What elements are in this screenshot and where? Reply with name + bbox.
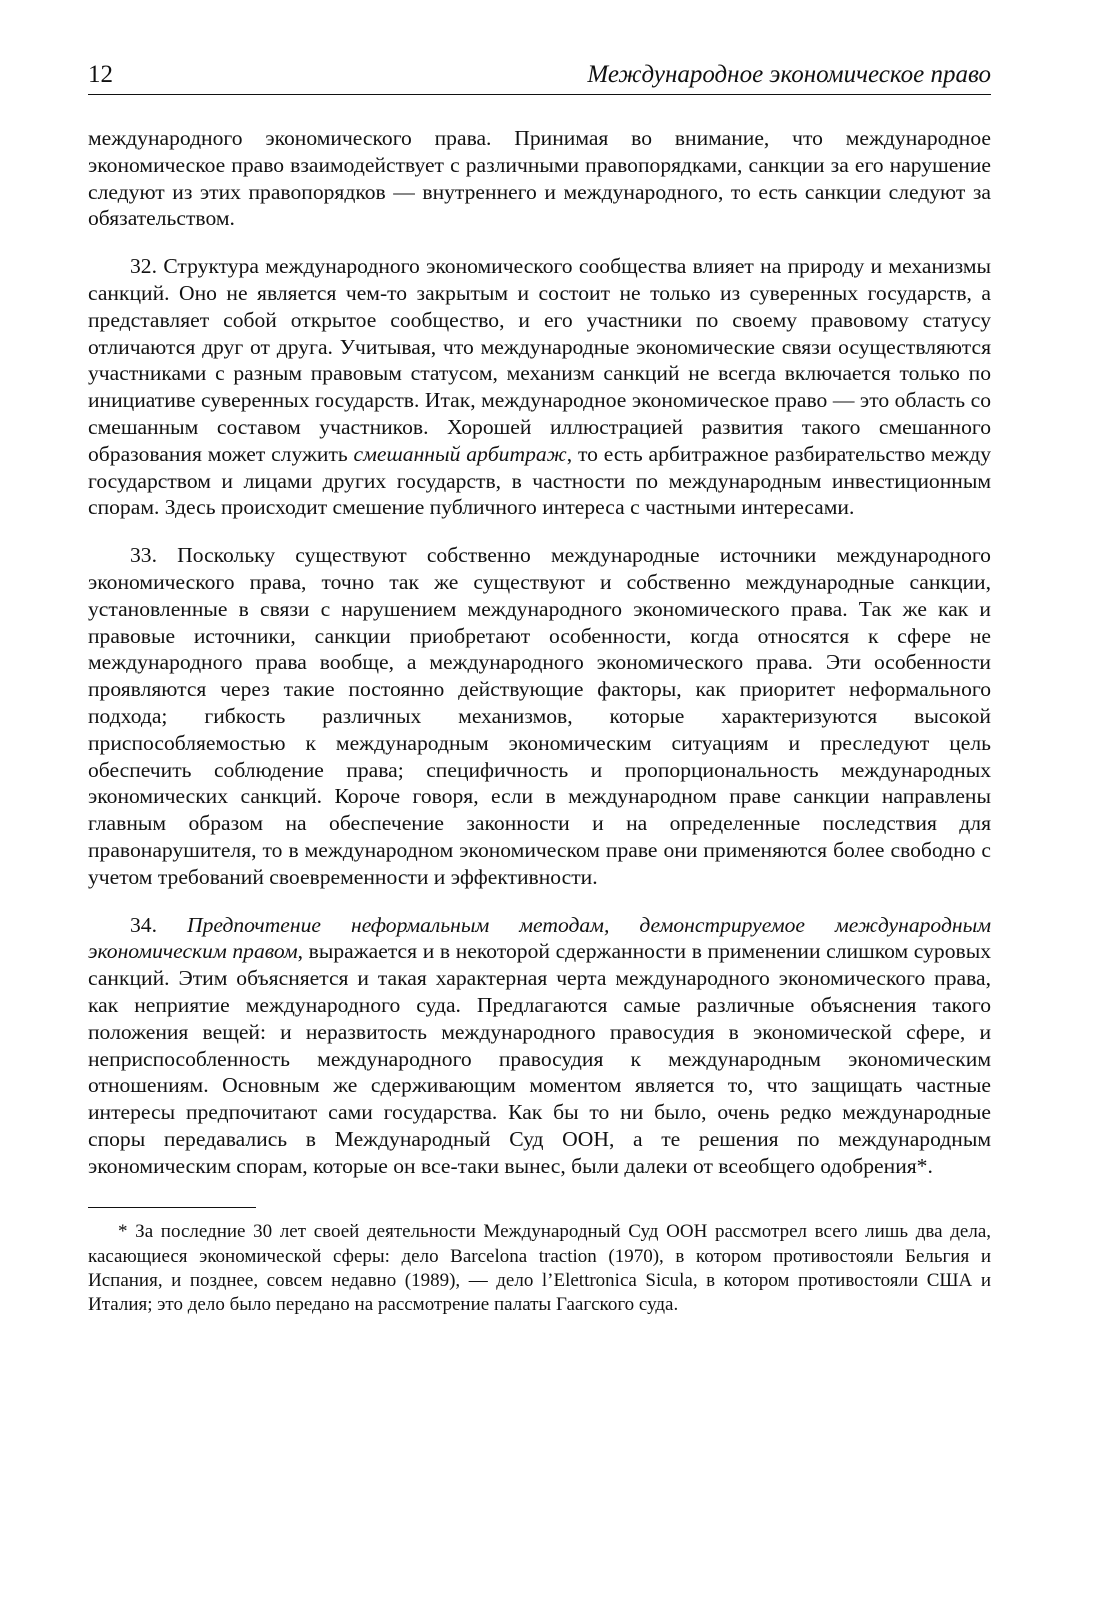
paragraph-continued: международного экономического права. Принимая во внимание, что международное экономическое право взаимодействует с различными правопорядками, санкции за его нарушение следуют из этих правопорядков — внутреннего и международного, то есть санкции следуют за обязательством. — [88, 126, 991, 231]
paragraph-text: Поскольку существуют собственно международные источники международного экономического права, точно так же существуют и собственно международные санкции, установленные в связи с нарушением международного экономического права. Так же как и правовые источники, санкции приобретают особенности, когда относятся к сфере не международного права вообще, а международного экономического права. Эти особенности проявляются через такие постоянно действующие факторы, как приоритет неформального подхода; гибкость различных механизмов, которые характеризуются высокой приспособляемостью к международным экономическим ситуациям и преследуют цель обеспечить соблюдение права; специфичность и пропорциональность международных экономических санкций. Короче говоря, если в международном праве санкции направлены главным образом на обеспечение законности и на определенные последствия для правонарушителя, то в международном экономическом праве они применяются более свободно с учетом требований своевременности и эффективности. — [88, 543, 991, 889]
footnote: * За последние 30 лет своей деятельности Международный Суд ООН рассмотрел всего лишь два дела, касающиеся экономической сферы: дело Barcelona traction (1970), в котором противостояли Бельгия и Испания, и позднее, совсем недавно (1989), — дело l’Elettronica Sicula, в котором противостояли США и Италия; это дело было передано на рассмотрение палаты Гаагского суда. — [88, 1221, 991, 1316]
paragraph-number: 34. — [130, 912, 157, 937]
page-header — [88, 60, 991, 95]
paragraph-32 — [88, 253, 991, 521]
book-page — [88, 60, 991, 1317]
page-number: 12 — [88, 61, 113, 88]
footnote-divider — [88, 1207, 256, 1208]
paragraph-text: , выражается и в некоторой сдержанности в применении слишком суровых санкций. Этим объясняется и такая характерная черта международного экономического права, как неприятие международного суда. Предлагаются самые различные объяснения такого положения вещей: и неразвитость международного правосудия в экономической сфере, и неприспособленность международного правосудия к международным экономическим отношениям. Основным же сдерживающим моментом является то, что защищать частные интересы предпочитают сами государства. Как бы то ни было, очень редко международные споры передавались в Международный Суд ООН, а те решения по международным экономическим спорам, которые он все-таки вынес, были далеки от всеобщего одобрения*. — [88, 939, 991, 1178]
paragraph-33 — [88, 542, 991, 890]
paragraph-text: , то есть арбитражное разбирательство между государством и лицами других государств, в частности по международным инвестиционным спорам. Здесь происходит смешение публичного интереса с частными интересами. — [88, 441, 991, 520]
paragraph-emphasis: Предпочтение неформальным методам, демонстрируемое международным экономическим правом — [88, 912, 991, 964]
paragraph-emphasis: смешанный арбитраж — [353, 441, 567, 466]
paragraph-text: Структура международного экономического сообщества влияет на природу и механизмы санкций. Оно не является чем-то закрытым и состоит не только из суверенных государств, а представляет собой открытое сообщество, и его участники по своему правовому статусу отличаются друг от друга. Учитывая, что международные экономические связи осуществляются участниками с разным правовым статусом, механизм санкций не всегда включается только по инициативе суверенных государств. Итак, международное экономическое право — это область со смешанным составом участников. Хорошей иллюстрацией развития такого смешанного образования может служить — [88, 254, 991, 466]
page-body — [88, 125, 991, 1317]
paragraph-number: 33. — [130, 543, 157, 568]
paragraph-number: 32. — [130, 254, 157, 279]
paragraph-34 — [88, 912, 991, 1180]
running-title: Международное экономическое право — [587, 61, 991, 88]
